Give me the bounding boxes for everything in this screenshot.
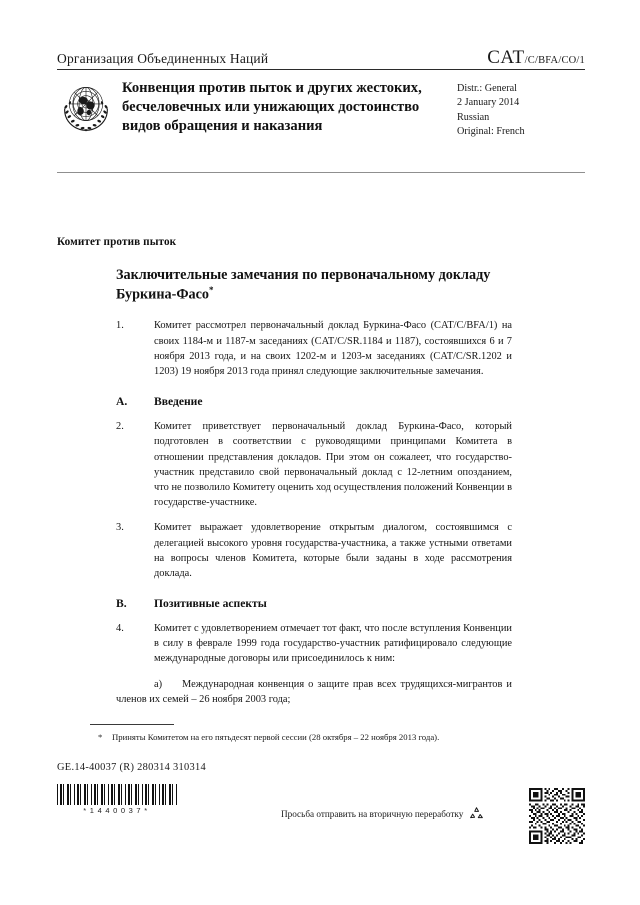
footnote-separator	[90, 724, 174, 725]
paragraph-text: Комитет приветствует первоначальный доклад Буркина-Фасо, который подготовлен в соответствии с руководящими принципами Комитета в отношении представления докладов. При этом он сожалеет, что государство-участник представило свой первоначальный доклад с 12-летним опозданием, что не позволило Комитету оценить ход осуществления положений Конвенции в государстве-участнике.	[154, 421, 512, 509]
masthead-top-row	[57, 48, 585, 69]
paragraph-text: Комитет с удовлетворением отмечает тот факт, что после вступления Конвенции в силу в феврале 1999 года государство-участник ратифицировало следующие международные договоры или присоединилось к ним:	[154, 623, 512, 665]
section-title: Позитивные аспекты	[154, 597, 267, 611]
barcode	[57, 784, 177, 815]
paragraph-number: 2.	[116, 421, 124, 433]
paragraph-number: 4.	[116, 623, 124, 635]
footnote-mark: *	[98, 732, 103, 742]
footer-marks-row	[57, 784, 585, 830]
page-title	[116, 266, 512, 304]
paragraph-number: 3.	[116, 522, 124, 534]
footnote-block	[90, 724, 486, 744]
document-content	[116, 266, 512, 717]
section-letter: A.	[116, 395, 128, 409]
barcode-label: *1440037*	[83, 806, 151, 815]
page-footer	[57, 762, 585, 832]
paragraph-1	[116, 318, 512, 379]
paragraph-3	[116, 520, 512, 581]
title-footnote-mark: *	[209, 284, 214, 295]
page-title-text: Заключительные замечания по первоначальному докладу Буркина-Фасо	[116, 267, 491, 303]
recycle-notice	[281, 806, 485, 822]
document-symbol-main: CAT	[487, 47, 525, 68]
paragraph-number: 1.	[116, 320, 124, 332]
sub-item-label: a)	[154, 678, 163, 690]
section-letter: B.	[116, 597, 127, 611]
sub-item-text: Международная конвенция о защите прав всех трудящихся-мигрантов и членов их семей – 26 ноября 2003 года;	[116, 678, 512, 705]
paragraph-4	[116, 621, 512, 667]
paragraph-text: Комитет рассмотрел первоначальный доклад Буркина-Фасо (CAT/C/BFA/1) на своих 1184-м и 1187-м заседаниях (CAT/C/SR.1184 и 1187), состоявшихся 6 и 7 ноября 2013 года, и на своих 1202-м и 1203-м заседаниях (CAT/C/SR.1202 и 1203) 19 ноября 2013 года принял следующие заключительные замечания.	[154, 320, 512, 378]
distribution-block	[457, 79, 585, 140]
distribution-date: 2 January 2014	[457, 97, 520, 109]
barcode-bars	[57, 784, 177, 805]
header-rule-bottom	[57, 172, 585, 173]
qr-code	[529, 788, 585, 844]
sub-item-a	[116, 677, 512, 707]
recycle-icon	[468, 806, 485, 822]
distribution-original: Original: French	[457, 126, 525, 138]
un-emblem	[57, 79, 119, 135]
document-symbol	[487, 48, 585, 67]
distribution-type: Distr.: General	[457, 83, 517, 94]
section-heading-a	[116, 395, 512, 408]
footnote-content: Приняты Комитетом на его пятьдесят первой сессии (28 октября – 22 ноября 2013 года).	[112, 732, 440, 742]
paragraph-2	[116, 419, 512, 510]
section-title: Введение	[154, 395, 203, 409]
footnote-entry	[90, 731, 486, 744]
convention-title: Конвенция против пыток и других жестоких, бесчеловечных или унижающих достоинство видов обращения и наказания	[122, 80, 422, 134]
committee-name: Комитет против пыток	[57, 236, 177, 248]
paragraph-text: Комитет выражает удовлетворение открытым диалогом, состоявшимся с делегацией высокого уровня государства-участника, а также устными ответами на вопросы членов Комитета, которые были заданы в ходе рассмотрения доклада.	[154, 522, 512, 579]
masthead	[57, 48, 585, 173]
masthead-body	[57, 70, 585, 164]
organization-name: Организация Объединенных Наций	[57, 51, 269, 66]
section-heading-b	[116, 597, 512, 610]
distribution-language: Russian	[457, 111, 490, 123]
recycle-text: Просьба отправить на вторичную переработку	[281, 809, 464, 819]
document-symbol-suffix: /C/BFA/CO/1	[524, 55, 585, 66]
job-number: GE.14-40037 (R) 280314 310314	[57, 762, 206, 773]
